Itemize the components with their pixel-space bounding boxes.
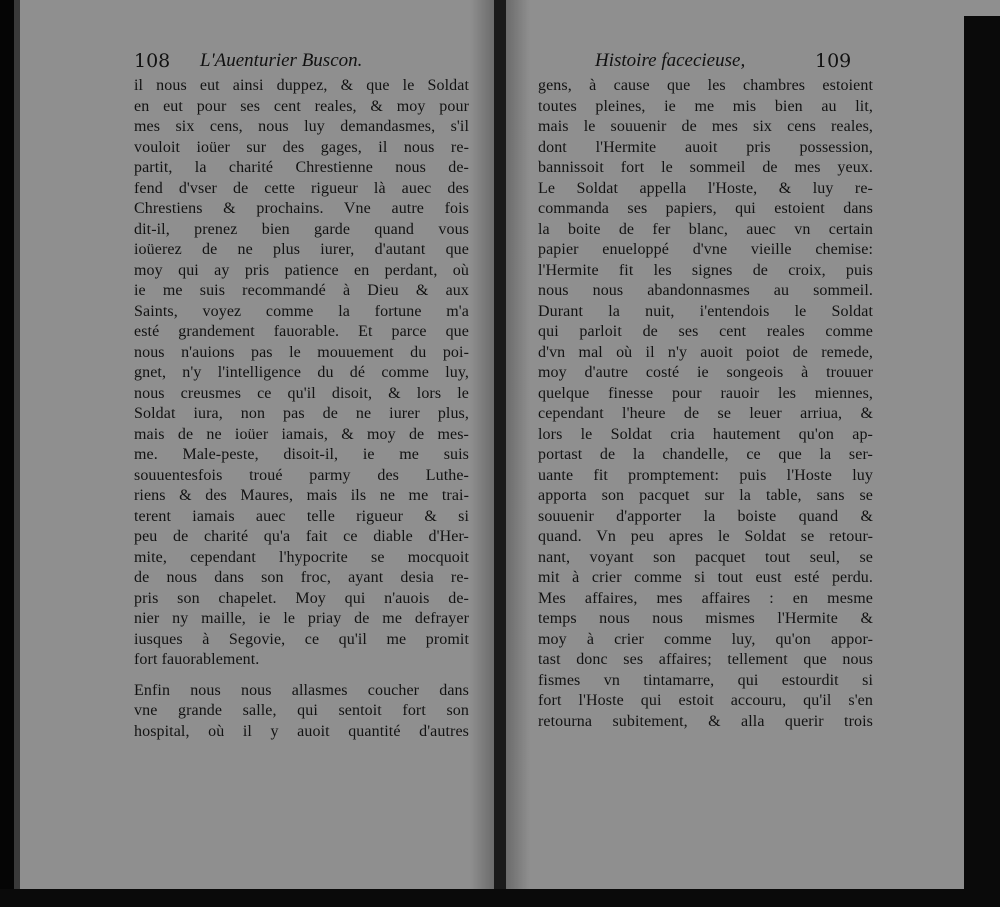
text-line: papier enueloppé d'vne vieille chemise: <box>538 241 873 258</box>
left-running-title: L'Auenturier Buscon. <box>200 50 363 71</box>
text-line: mais de ne ioüer iamais, & moy de mes- <box>134 425 469 443</box>
text-line: fismes vn tintamarre, qui estourdit si <box>538 671 873 689</box>
text-line: Le Soldat appella l'Hoste, & luy re- <box>538 179 873 197</box>
text-line: en eut pour ses cent reales, & moy pour <box>134 97 469 115</box>
left-page-text <box>134 76 469 742</box>
text-line: dont l'Hermite auoit pris possession, <box>538 138 873 156</box>
left-book-edge-shadow <box>14 0 20 907</box>
text-line: vne grande salle, qui sentoit fort son <box>134 702 469 719</box>
text-line: nous nous abandonnasmes au sommeil. <box>538 282 873 299</box>
text-line: commanda ses papiers, qui estoient dans <box>538 200 873 217</box>
text-line: uante fit promptement: puis l'Hoste luy <box>538 466 873 484</box>
text-line: il nous eut ainsi duppez, & que le Soldat <box>134 77 469 94</box>
text-line: souuentesfois troué parmy des Luthe- <box>134 466 469 484</box>
text-line: bannissoit fort le sommeil de mes yeux. <box>538 159 873 176</box>
text-line: moy qui ay pris patience en perdant, où <box>134 261 469 279</box>
text-line: cependant l'heure de se leuer arriua, & <box>538 405 873 422</box>
text-line: terent iamais auec telle rigueur & si <box>134 507 469 525</box>
text-line: Soldat iura, non pas de ne iurer plus, <box>134 405 469 422</box>
text-line: moy à crier comme luy, qu'on appor- <box>538 630 873 648</box>
text-line: Saints, voyez comme la fortune m'a <box>134 302 469 320</box>
right-page-text <box>538 76 873 732</box>
text-line: souuenir d'apporter la boiste quand & <box>538 507 873 525</box>
text-line: esté grandement fauorable. Et parce que <box>134 323 469 340</box>
bottom-book-edge <box>0 889 1000 907</box>
text-line: Durant la nuit, i'entendois le Soldat <box>538 302 873 320</box>
text-line: mit à crier comme si tout eust esté perdu. <box>538 569 873 586</box>
text-line: gnet, n'y l'intelligence du dé comme luy, <box>134 364 469 381</box>
text-line: la boite de fer blanc, auec vn certain <box>538 220 873 238</box>
text-line: gens, à cause que les chambres estoient <box>538 77 873 94</box>
gutter-shadow-left <box>470 0 494 890</box>
text-line: Enfin nous nous allasmes coucher dans <box>134 681 469 699</box>
text-line: ie me suis recommandé à Dieu & aux <box>134 282 469 299</box>
text-line: Mes affaires, mes affaires : en mesme <box>538 589 873 607</box>
text-line: nier ny maille, ie le priay de me defrayer <box>134 610 469 627</box>
right-running-title: Histoire facecieuse, <box>595 50 746 71</box>
text-line: quelque finesse pour rauoir les miennes, <box>538 384 873 402</box>
text-line: d'vn mal où il n'y auoit poiot de remede, <box>538 343 873 361</box>
text-line: lors le Soldat cria hautement qu'on ap- <box>538 425 873 443</box>
text-line: nant, voyant son pacquet tout seul, se <box>538 548 873 566</box>
right-page <box>538 0 873 890</box>
text-line: fend d'vser de cette rigueur là auec des <box>134 179 469 197</box>
right-book-edge <box>964 0 1000 907</box>
text-line: partit, la charité Chrestienne nous de- <box>134 159 469 176</box>
right-page-number: 109 <box>815 50 852 72</box>
gutter-shadow-right <box>506 0 530 890</box>
text-line: iusques à Segovie, ce qu'il me promit <box>134 630 469 648</box>
text-line: retourna subitement, & alla querir trois <box>538 712 873 730</box>
text-line: fort fauorablement. <box>134 651 260 668</box>
text-line: vouloit ioüer sur des gages, il nous re- <box>134 138 469 156</box>
text-line: me. Male-peste, disoit-il, ie me suis <box>134 446 469 463</box>
text-line: hospital, où il y auoit quantité d'autres <box>134 722 469 740</box>
text-line: mite, cependant l'hypocrite se mocquoit <box>134 548 469 566</box>
text-line: moy d'autre costé ie songeois à trouuer <box>538 364 873 381</box>
text-line: pris son chapelet. Moy qui n'auois de- <box>134 589 469 607</box>
text-line: riens & des Maures, mais ils ne me trai- <box>134 487 469 504</box>
text-line: peu de charité qu'a fait ce diable d'Her- <box>134 528 469 545</box>
text-line: nous creusmes ce qu'il disoit, & lors le <box>134 384 469 402</box>
left-page <box>134 0 469 890</box>
text-line: mais le souuenir de mes six cens reales, <box>538 118 873 135</box>
text-line: temps nous nous mismes l'Hermite & <box>538 610 873 627</box>
text-line: Chrestiens & prochains. Vne autre fois <box>134 200 469 217</box>
text-line: dit-il, prenez bien garde quand vous <box>134 220 469 238</box>
right-corner <box>964 0 1000 16</box>
text-line: quand. Vn peu apres le Soldat se retour- <box>538 528 873 545</box>
text-line: l'Hermite fit les signes de croix, puis <box>538 261 873 279</box>
text-line: fort l'Hoste qui estoit accouru, qu'il s'en <box>538 692 873 709</box>
text-line: portast de la chandelle, ce que la ser- <box>538 446 873 463</box>
text-line: apporta son pacquet sur la table, sans se <box>538 487 873 504</box>
text-line: mes six cens, nous luy demandasmes, s'il <box>134 118 469 135</box>
book-gutter <box>494 0 506 890</box>
text-line: nous n'auions pas le mouuement du poi- <box>134 343 469 361</box>
text-line: tast donc ses affaires; tellement que nous <box>538 651 873 668</box>
text-line: de nous dans son froc, ayant desia re- <box>134 569 469 586</box>
left-page-number: 108 <box>134 50 171 72</box>
text-line: ioüerez de ne plus iurer, d'autant que <box>134 241 469 258</box>
text-line: toutes pleines, ie me mis bien au lit, <box>538 97 873 115</box>
text-line: qui parloit de ses cent reales comme <box>538 323 873 340</box>
